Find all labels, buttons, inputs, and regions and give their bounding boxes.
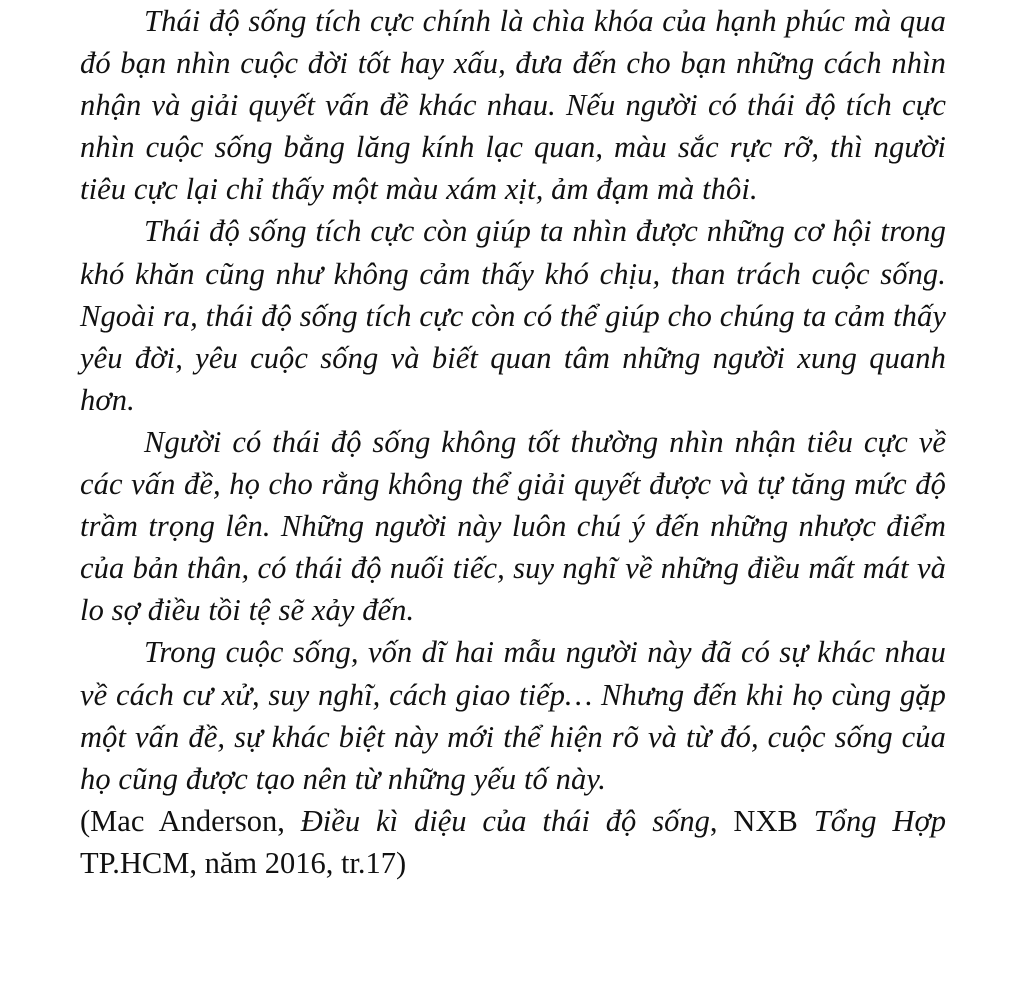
paragraph-3: Người có thái độ sống không tốt thường nhìn nhận tiêu cực về các vấn đề, họ cho rằng không thể giải quyết được và tự tăng mức độ trầm trọng lên. Những người này luôn chú ý đến những nhược điểm của bản thân, có thái độ nuối tiếc, suy nghĩ về những điều mất mát và lo sợ điều tồi tệ sẽ xảy đến. (80, 424, 946, 628)
citation-publisher: Tổng Hợp (813, 803, 946, 838)
citation-middle: , NXB (709, 803, 814, 838)
citation (80, 800, 946, 884)
citation-tail: TP.HCM, năm 2016, tr.17) (80, 845, 407, 880)
paragraph-2: Thái độ sống tích cực còn giúp ta nhìn được những cơ hội trong khó khăn cũng như không cảm thấy khó chịu, than trách cuộc sống. Ngoài ra, thái độ sống tích cực còn có thể giúp cho chúng ta cảm thấy yêu đời, yêu cuộc sống và biết quan tâm những người xung quanh hơn. (80, 214, 946, 417)
document-page (80, 0, 946, 1000)
citation-open: (Mac Anderson, (80, 803, 301, 838)
citation-book-title: Điều kì diệu của thái độ sống (300, 803, 710, 838)
paragraph-4: Trong cuộc sống, vốn dĩ hai mẫu người này đã có sự khác nhau về cách cư xử, suy nghĩ, cách giao tiếp… Nhưng đến khi họ cùng gặp một vấn đề, sự khác biệt này mới thể hiện rõ và từ đó, cuộc sống của họ cũng được tạo nên từ những yếu tố này. (80, 635, 946, 796)
paragraph-1: Thái độ sống tích cực chính là chìa khóa của hạnh phúc mà qua đó bạn nhìn cuộc đời tốt hay xấu, đưa đến cho bạn những cách nhìn nhận và giải quyết vấn đề khác nhau. Nếu người có thái độ tích cực nhìn cuộc sống bằng lăng kính lạc quan, màu sắc rực rỡ, thì người tiêu cực lại chỉ thấy một màu xám xịt, ảm đạm mà thôi. (80, 4, 946, 207)
